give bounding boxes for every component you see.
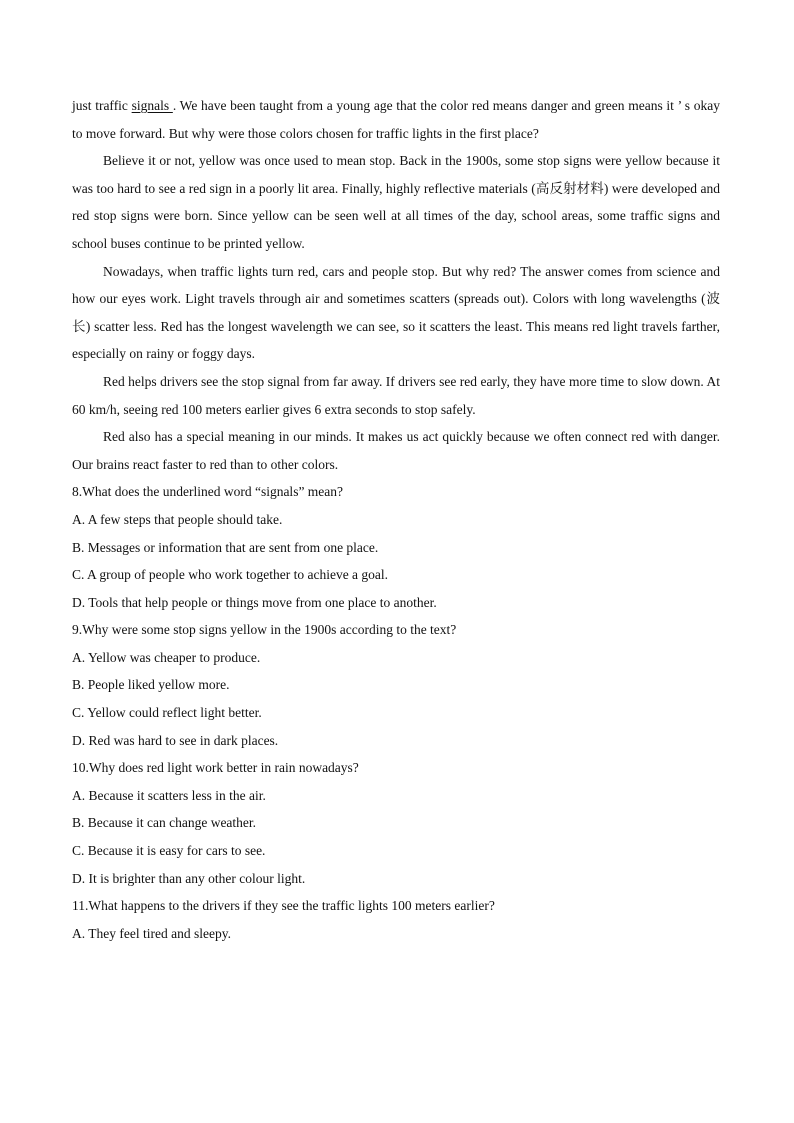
option-c: C. Yellow could reflect light better. (72, 705, 262, 721)
option-b: B. Because it can change weather. (72, 815, 257, 831)
document-content (72, 92, 720, 947)
passage-paragraph-5: Red also has a special meaning in our minds. It makes us act quickly because we often connect red with danger. Our brains react faster to red than to other colors. (72, 429, 720, 472)
passage-text: just traffic (72, 98, 132, 113)
question-stem: 8.What does the underlined word “signals” mean? (72, 484, 344, 500)
option-d: D. It is brighter than any other colour light. (72, 870, 306, 886)
option-d: D. Red was hard to see in dark places. (72, 732, 279, 748)
passage-paragraph-3: Nowadays, when traffic lights turn red, cars and people stop. But why red? The answer comes from science and how our eyes work. Light travels through air and sometimes scatters (spreads out). Colors with long wavelengths (波长) scatter less. Red has the longest wavelength we can see, so it scatters the least. This means red light travels farther, especially on rainy or foggy days. (72, 263, 720, 362)
option-a: A. They feel tired and sleepy. (72, 925, 231, 941)
option-a: A. Yellow was cheaper to produce. (72, 649, 261, 665)
passage-paragraph-2: Believe it or not, yellow was once used to mean stop. Back in the 1900s, some stop signs were yellow because it was too hard to see a red sign in a poorly lit area. Finally, highly reflective materials (高反射材料) were developed and red stop signs were born. Since yellow can be seen well at all times of the day, school areas, some traffic signs and school buses continue to be printed yellow. (72, 153, 720, 251)
passage-text: . We have been taught from a young age that the color red means danger and green means it ’ s okay to move forward. But why were those colors chosen for traffic lights in the first place? (72, 98, 720, 141)
question-stem: 9.Why were some stop signs yellow in the 1900s according to the text? (72, 622, 457, 638)
passage-paragraph-1 (72, 92, 720, 147)
option-c: C. Because it is easy for cars to see. (72, 843, 266, 859)
question-11 (72, 892, 720, 947)
option-a: A. Because it scatters less in the air. (72, 787, 266, 803)
underlined-word-signals: signals (131, 98, 173, 113)
option-c: C. A group of people who work together to achieve a goal. (72, 567, 389, 583)
question-10 (72, 754, 720, 892)
question-8 (72, 478, 720, 616)
option-a: A. A few steps that people should take. (72, 511, 283, 527)
option-b: B. Messages or information that are sent from one place. (72, 539, 379, 555)
question-9 (72, 616, 720, 754)
question-stem: 10.Why does red light work better in rain nowadays? (72, 760, 359, 776)
option-d: D. Tools that help people or things move from one place to another. (72, 594, 437, 610)
option-b: B. People liked yellow more. (72, 677, 230, 693)
question-stem: 11.What happens to the drivers if they see the traffic lights 100 meters earlier? (72, 898, 495, 914)
passage-paragraph-4: Red helps drivers see the stop signal from far away. If drivers see red early, they have more time to slow down. At 60 km/h, seeing red 100 meters earlier gives 6 extra seconds to stop safely. (72, 373, 720, 417)
